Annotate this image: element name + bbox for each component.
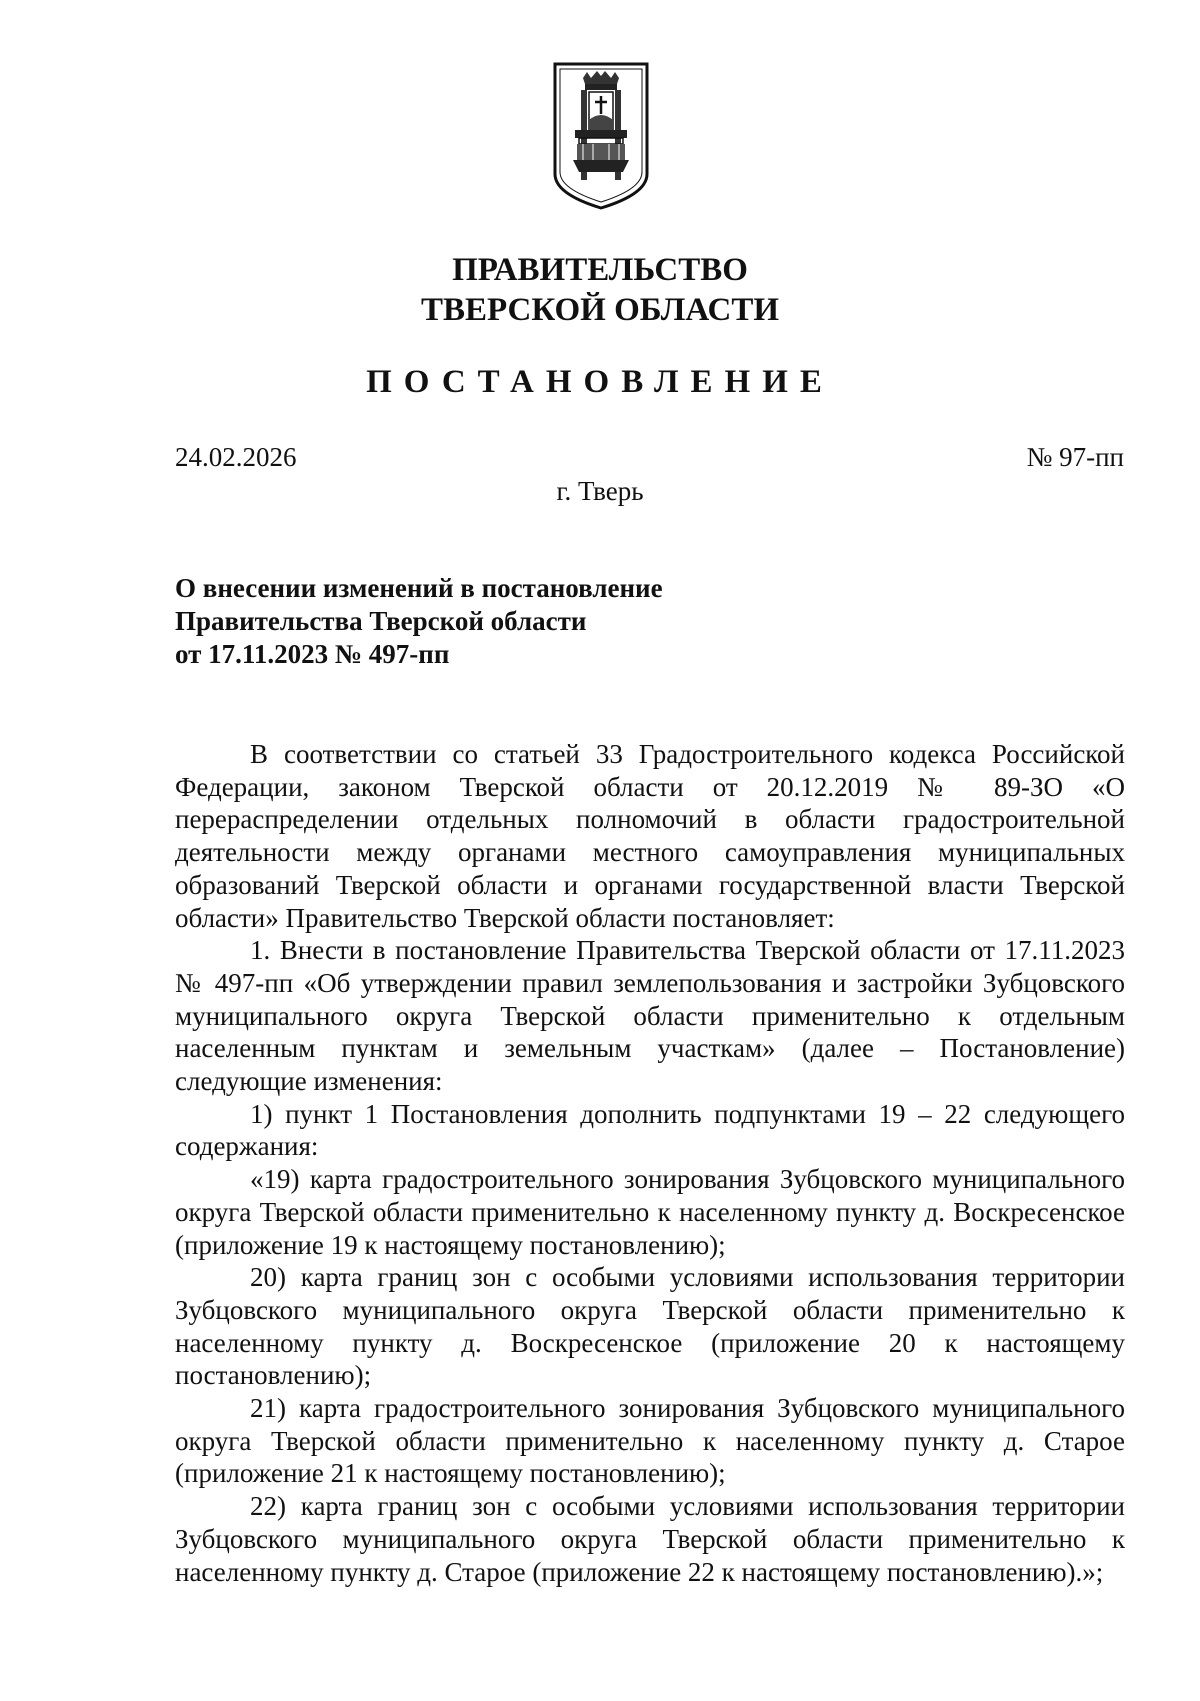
subject-line1: О внесении изменений в постановление	[175, 573, 663, 603]
body-paragraph-subitem-22: 22) карта границ зон с особыми условиями использования территории Зубцовского муниципального округа Тверской области применительно к населенному пункту д. Старое (приложение 22 к настоящему постановлению).»;	[175, 1491, 1125, 1587]
subject-line3: от 17.11.2023 № 497-пп	[175, 639, 450, 669]
org-name-line1: ПРАВИТЕЛЬСТВО	[452, 252, 748, 288]
body-paragraph-subitem-1: 1) пункт 1 Постановления дополнить подпунктами 19 – 22 следующего содержания:	[175, 1098, 1125, 1162]
document-number: № 97-пп	[1026, 442, 1124, 472]
document-body	[175, 738, 1125, 1588]
document-city: г. Тверь	[556, 476, 644, 506]
body-paragraph-subitem-21: 21) карта градостроительного зонирования Зубцовского муниципального округа Тверской области применительно к населенному пункту д. Старое (приложение 21 к настоящему постановлению);	[175, 1393, 1125, 1489]
body-paragraph-item-1: 1. Внести в постановление Правительства Тверской области от 17.11.2023 № 497-пп «Об утверждении правил землепользования и застройки Зубцовского муниципального округа Тверской области применительно к отдельным населенным пунктам и земельным участкам» (далее – Постановление) следующие изменения:	[175, 935, 1125, 1097]
document-date: 24.02.2026	[175, 442, 297, 472]
subject-line2: Правительства Тверской области	[175, 606, 587, 636]
body-paragraph-subitem-19: «19) карта градостроительного зонирования Зубцовского муниципального округа Тверской области применительно к населенному пункту д. Воскресенское (приложение 19 к настоящему постановлению);	[175, 1164, 1125, 1260]
coat-of-arms-icon	[553, 62, 649, 210]
body-paragraph-preamble: В соответствии со статьей 33 Градостроительного кодекса Российской Федерации, законом Тверской области от 20.12.2019 № 89-ЗО «О перераспределении отдельных полномочий в области градостроительной деятельности между органами местного самоуправления муниципальных образований Тверской области и органами государственной власти Тверской области» Правительство Тверской области постановляет:	[175, 739, 1125, 933]
document-subject	[175, 572, 663, 671]
document-type: ПОСТАНОВЛЕНИЕ	[366, 364, 834, 400]
body-paragraph-subitem-20: 20) карта границ зон с особыми условиями использования территории Зубцовского муниципального округа Тверской области применительно к населенному пункту д. Воскресенское (приложение 20 к настоящему постановлению);	[175, 1262, 1125, 1391]
org-name-line2: ТВЕРСКОЙ ОБЛАСТИ	[420, 292, 780, 328]
